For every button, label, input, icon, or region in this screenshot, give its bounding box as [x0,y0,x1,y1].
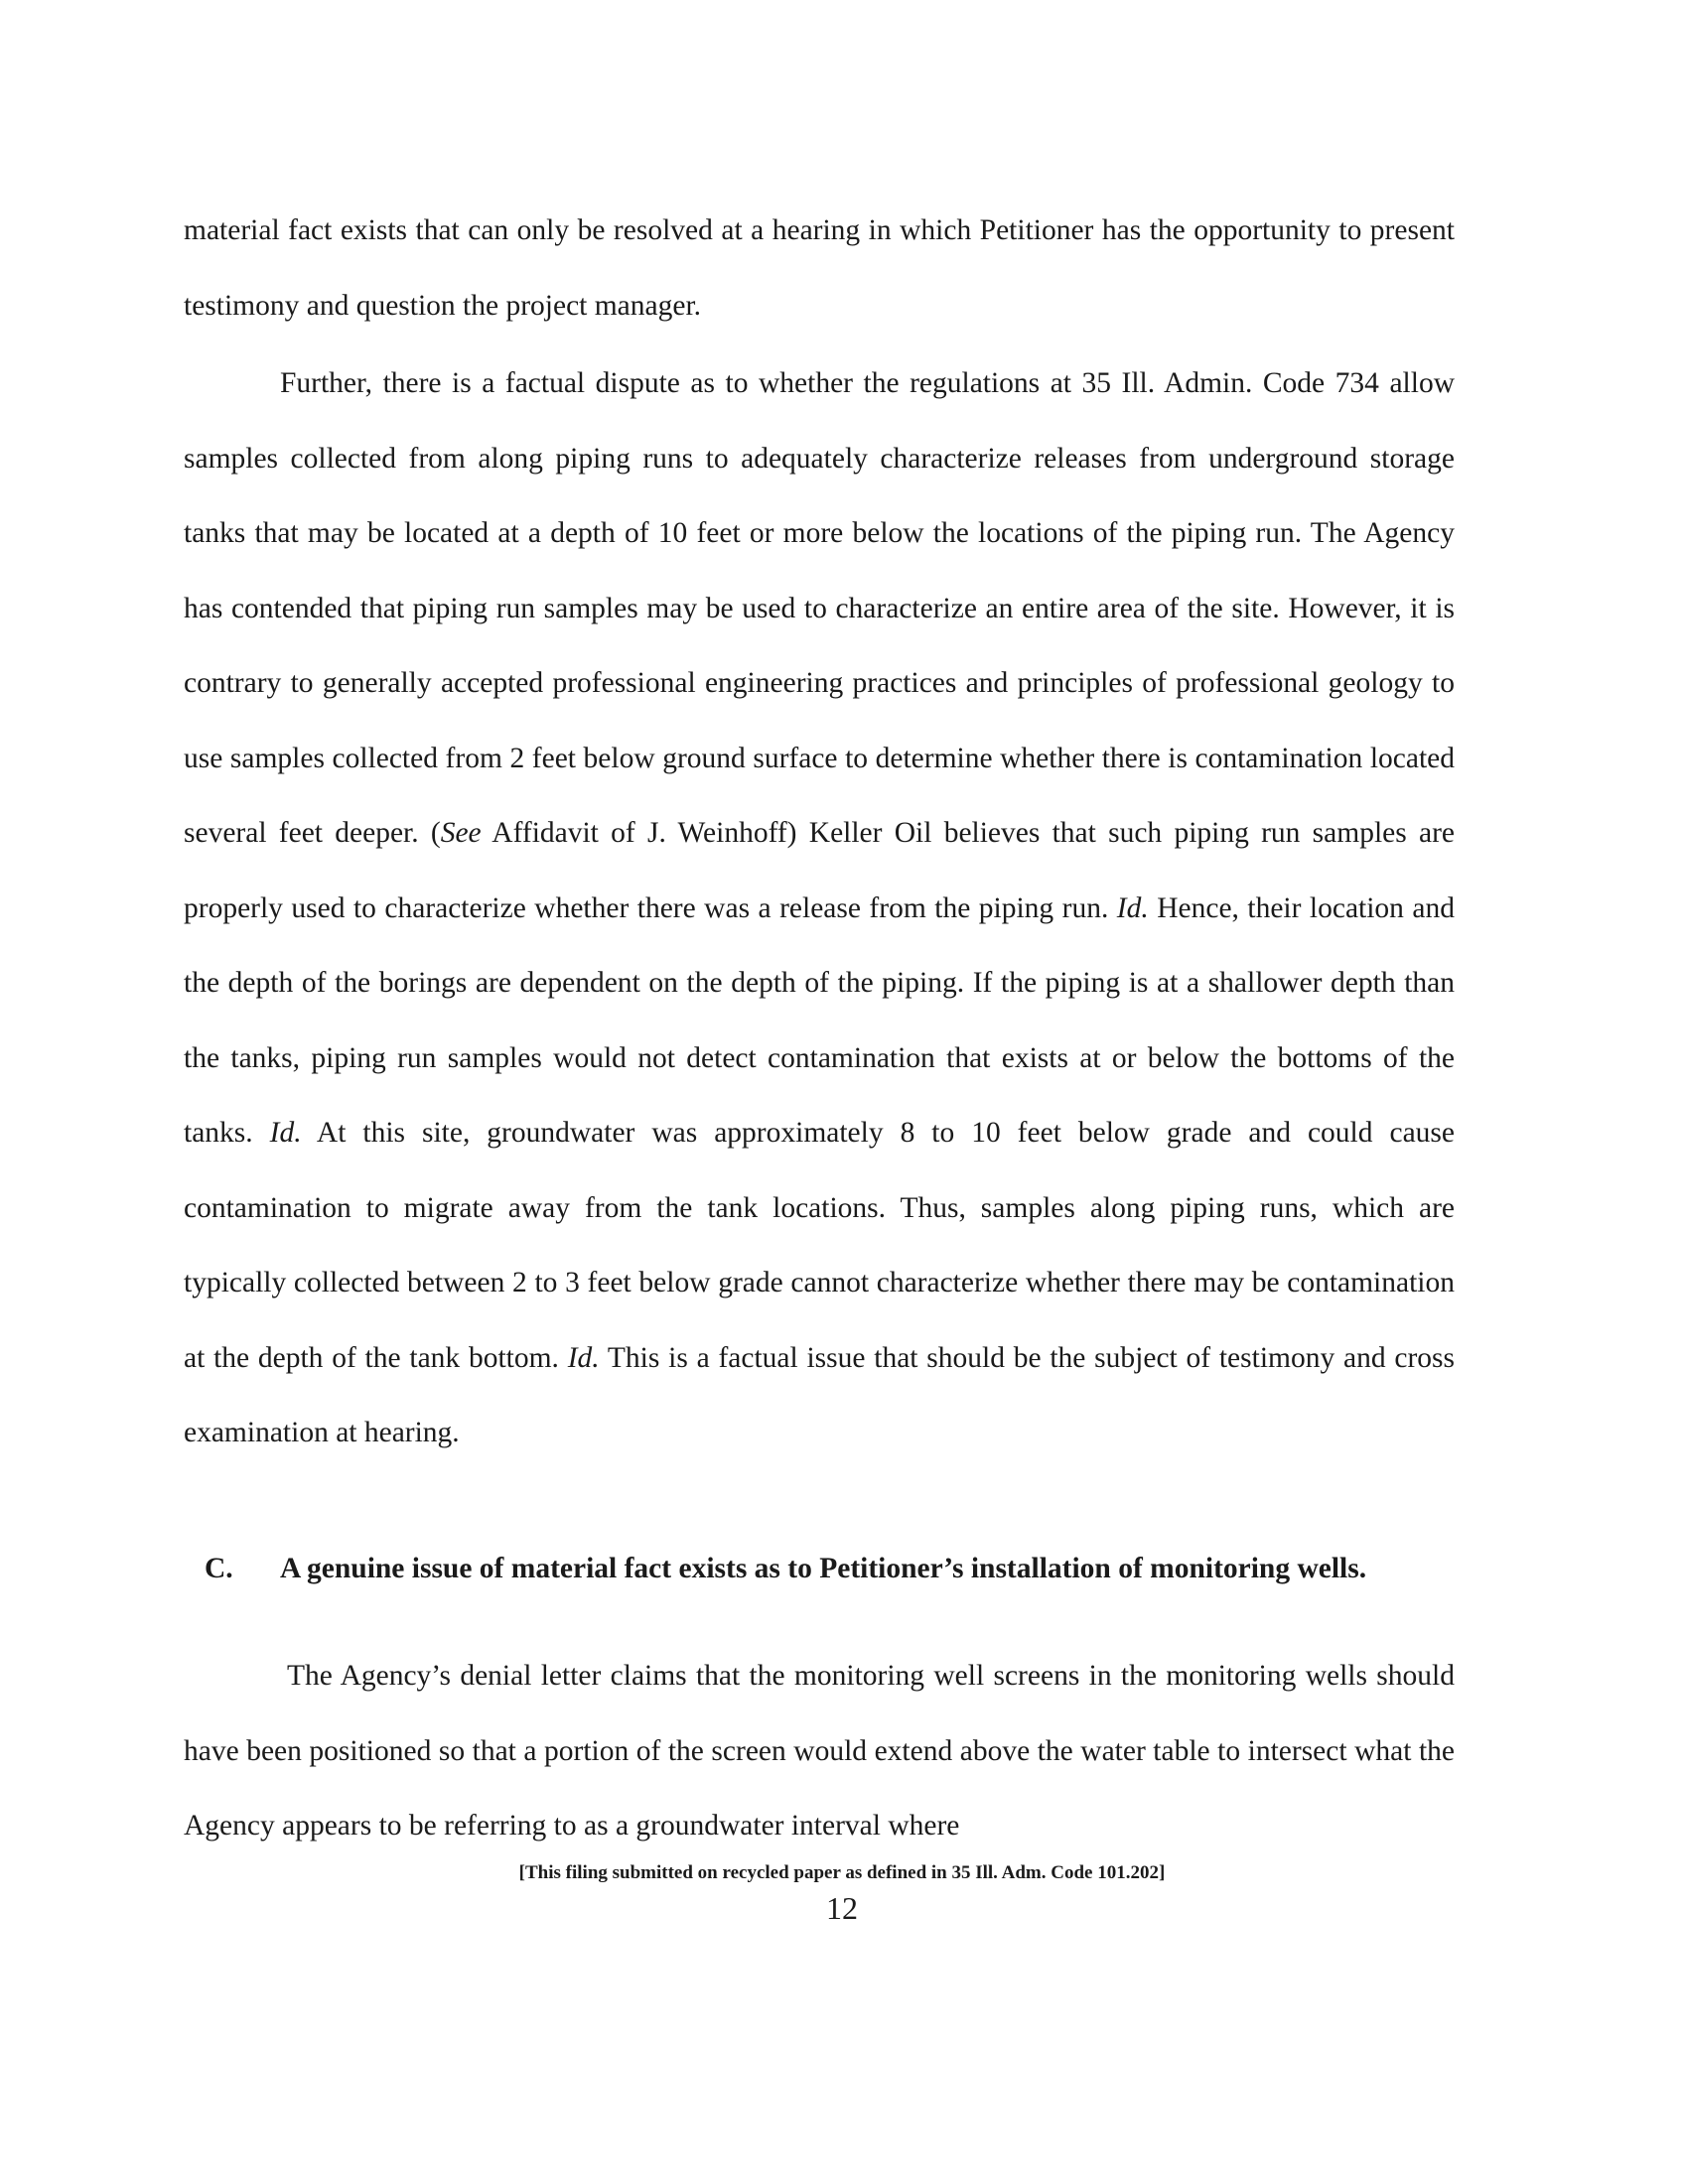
paragraph-continuation: material fact exists that can only be resolved at a hearing in which Petitioner has the opportunity to present testimony and question the project manager. [184,214,1455,322]
paragraph-monitoring-wells: The Agency’s denial letter claims that the monitoring well screens in the monitoring wells should have been positioned so that a portion of the screen would extend above the water table to intersect what the Agency appears to be referring to as a groundwater interval where [184,1660,1455,1842]
citation-id: Id. [1116,891,1149,924]
citation-id: Id. [269,1117,302,1149]
paragraph-text: At this site, groundwater was approximately 8 to 10 feet below grade and could cause contamination to migrate away from the tank locations. Thus, samples along piping runs, which are typically collected between 2 to 3 feet below grade cannot characterize whether there may be contamination at the depth of the tank bottom. [184,1117,1455,1374]
page-number: 12 [826,1890,858,1926]
section-letter: C. [205,1553,233,1584]
paragraph-text: Further, there is a factual dispute as to whether the regulations at 35 Ill. Admin. Code 734 allow samples collected from along piping runs to adequately characterize releases from underground storage tanks that may be located at a depth of 10 feet or more below the locations of the piping run. The Agency has contended that piping run samples may be used to characterize an entire area of the site. However, it is contrary to generally accepted professional engineering practices and principles of professional geology to use samples collected from 2 feet below ground surface to determine whether there is contamination located several feet deeper. ( [184,367,1455,849]
paragraph-text: This is a factual issue that should be the subject of testimony and cross examination at hearing. [184,1341,1455,1448]
paragraph-text: Affidavit of J. Weinhoff) Keller Oil believes that such piping run samples are properly used to characterize whether there was a release from the piping run. [184,817,1455,924]
footer-note: [This filing submitted on recycled paper as defined in 35 Ill. Adm. Code 101.202] [518,1862,1166,1883]
citation-id: Id. [567,1341,600,1374]
paragraph-piping-run-dispute [184,346,1455,1471]
paragraph-text: Hence, their location and the depth of the borings are dependent on the depth of the piping. If the piping is at a shallower depth than the tanks, piping run samples would not detect contamination that exists at or below the bottoms of the tanks. [184,891,1455,1149]
section-heading [205,1550,1462,1587]
citation-see: See [440,817,482,849]
section-heading-text: A genuine issue of material fact exists as to Petitioner’s installation of monitoring wells. [280,1553,1367,1584]
